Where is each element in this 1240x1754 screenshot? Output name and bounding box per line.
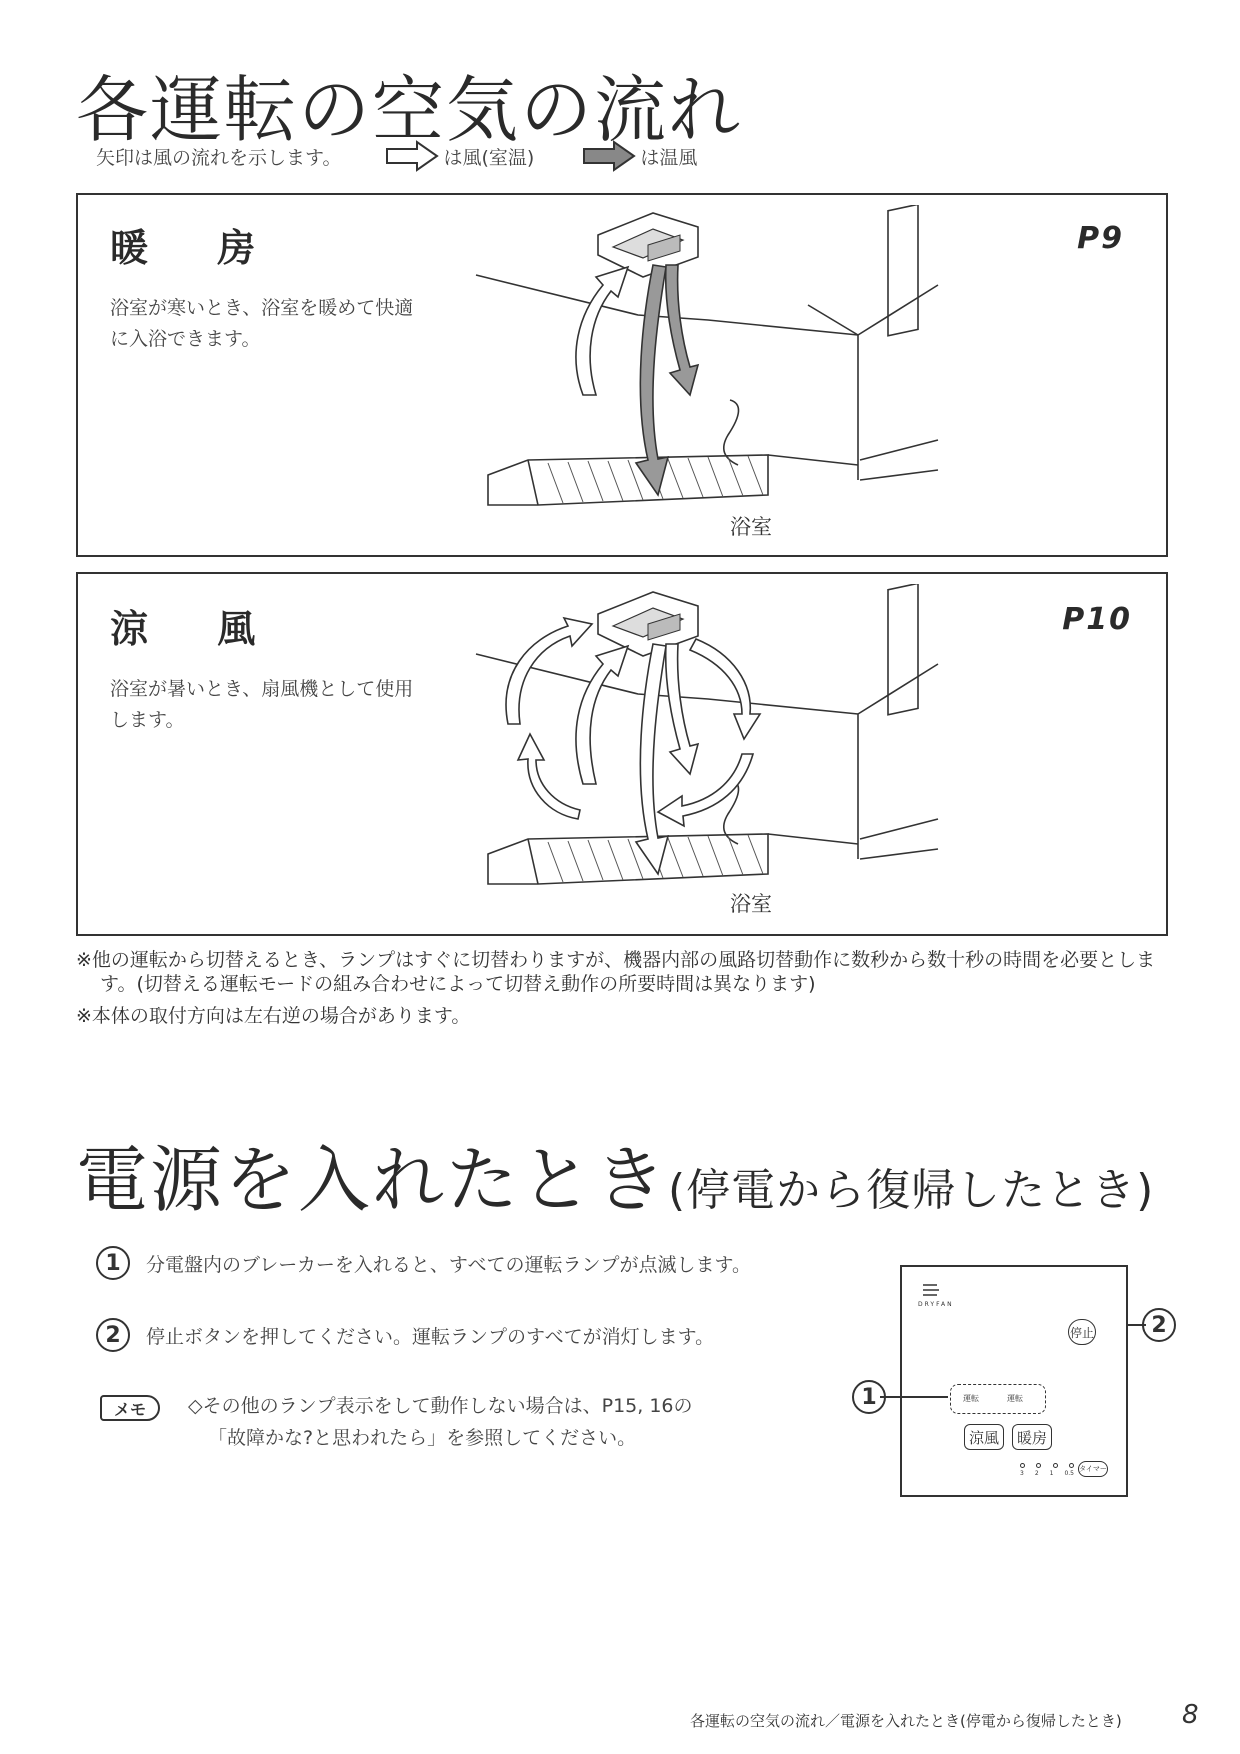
heating-description: 浴室が寒いとき、浴室を暖めて快適に入浴できます。 [110,297,414,350]
section2-title-wrap [76,1122,1154,1226]
heating-room-label: 浴室 [730,515,772,539]
arrow-legend [96,138,697,174]
callout-1: 1 [852,1380,886,1414]
heating-button[interactable]: 暖房 [1012,1424,1052,1450]
remote-controller-illustration [900,1265,1128,1497]
stop-button[interactable]: 停止 [1068,1319,1096,1345]
heating-room-illustration [468,205,988,545]
note-switching: ※他の運転から切替えるとき、ランプはすぐに切替わりますが、機器内部の風路切替動作に数秒から数十秒の時間を必要とします。(切替える運転モードの組み合わせによって切替え動作の所要時間は異なります) [76,949,1156,995]
timer-mark-1: 1 [1049,1470,1054,1477]
memo-badge: メモ [100,1395,160,1421]
timer-lamps [1020,1463,1074,1477]
step-1-number: 1 [96,1246,130,1280]
cool-wind-room-illustration [468,584,988,924]
legend-gray-label: は温風 [640,146,698,169]
white-arrow-icon [385,140,439,172]
timer-mark-2: 2 [1034,1470,1039,1477]
note-orientation: ※本体の取付方向は左右逆の場合があります。 [76,1005,471,1027]
page-number: 8 [1182,1700,1199,1730]
gray-arrow-icon [582,140,636,172]
brand-logo-icon [920,1281,944,1299]
step-2 [96,1318,714,1352]
section2-subtitle: (停電から復帰したとき) [668,1165,1155,1216]
cool-wind-panel [76,572,1168,936]
footer-text: 各運転の空気の流れ／電源を入れたとき(停電から復帰したとき) [690,1712,1122,1730]
timer-button[interactable]: タイマー [1078,1461,1108,1477]
callout-1-line [880,1396,948,1398]
heat-lamp: 運転 [1007,1394,1023,1403]
section1-title: 各運転の空気の流れ [76,68,743,152]
step-2-number: 2 [96,1318,130,1352]
timer-mark-0-5: 0.5 [1064,1470,1074,1477]
section2-title: 電源を入れたとき [76,1138,669,1222]
step-1-text: 分電盤内のブレーカーを入れると、すべての運転ランプが点滅します。 [146,1253,751,1276]
heating-title: 暖 房 [110,226,284,270]
cool-wind-room-label: 浴室 [730,892,772,916]
timer-mark-3: 3 [1020,1470,1024,1477]
cool-wind-title: 涼 風 [110,607,284,651]
legend-white-label: は風(室温) [443,146,535,169]
callout-2: 2 [1142,1308,1176,1342]
legend-intro: 矢印は風の流れを示します。 [96,146,342,169]
heating-panel [76,193,1168,557]
cool-wind-description: 浴室が暑いとき、扇風機として使用します。 [110,678,414,731]
cool-wind-button[interactable]: 涼風 [964,1424,1004,1450]
cool-wind-page-ref: P10 [1062,602,1132,637]
step-1 [96,1246,751,1280]
lamp-area [950,1384,1046,1414]
heating-page-ref: P9 [1077,221,1124,256]
memo-line-1: ◇その他のランプ表示をして動作しない場合は、P15, 16の [188,1395,693,1417]
memo-line-2: 「故障かな?と思われたら」を参照してください。 [208,1427,637,1449]
brand-name: DRYFAN [918,1301,954,1308]
cool-lamp: 運転 [963,1394,979,1403]
step-2-text: 停止ボタンを押してください。運転ランプのすべてが消灯します。 [146,1325,715,1348]
